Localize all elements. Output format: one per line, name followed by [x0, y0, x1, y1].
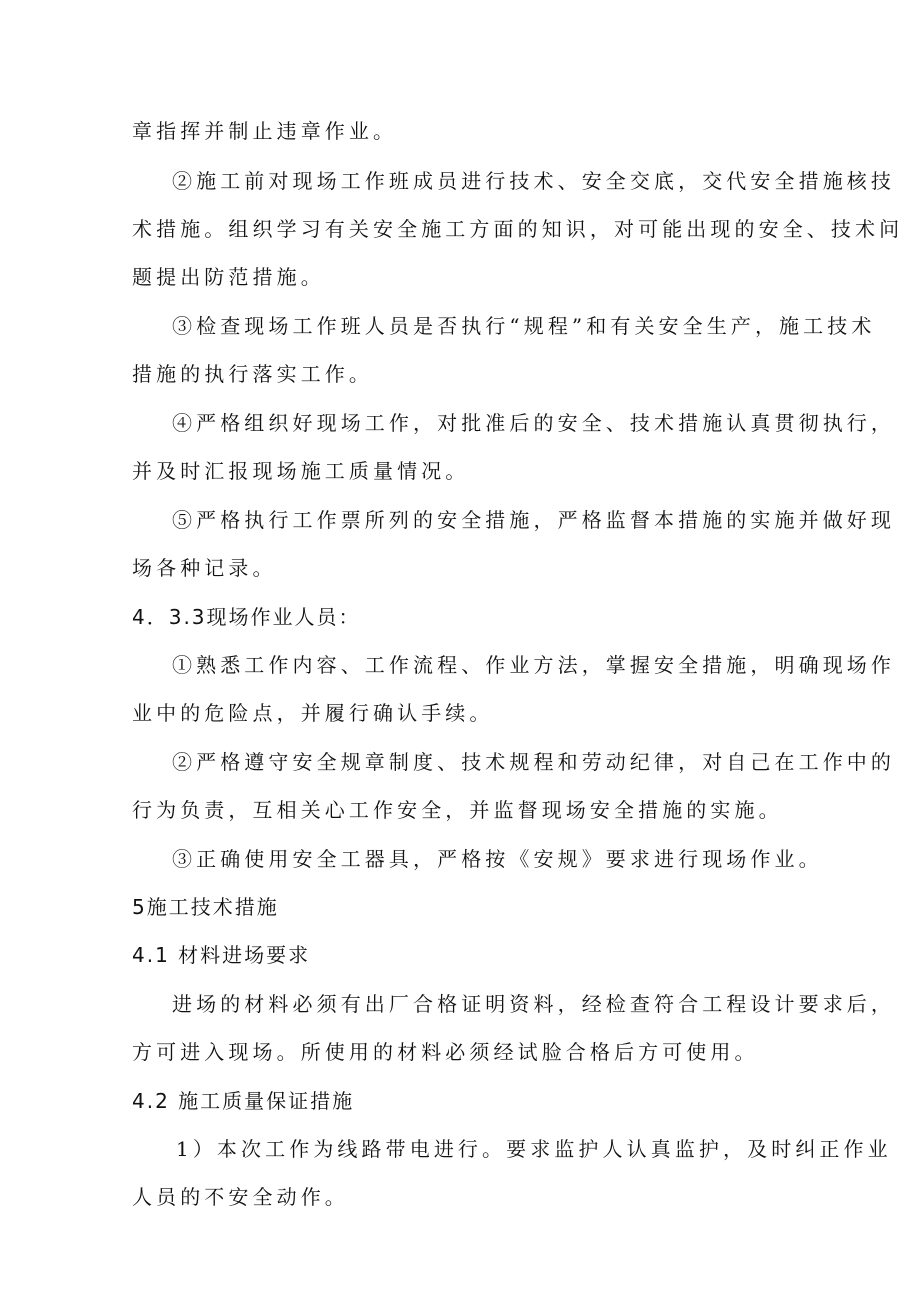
paragraph-line: 方可进入现场。所使用的材料必须经试脸合格后方可使用。: [132, 1040, 759, 1064]
paragraph-line: 进场的材料必须有出厂合格证明资料，经检查符合工程设计要求后，: [172, 992, 895, 1016]
section-heading: 4.2 施工质量保证措施: [132, 1089, 355, 1113]
paragraph-line: ④严格组织好现场工作，对批准后的安全、技术措施认真贯彻执行，: [172, 411, 895, 435]
paragraph-line: 章指挥并制止违章作业。: [132, 119, 398, 143]
paragraph-line: ⑤严格执行工作票所列的安全措施，严格监督本措施的实施并做好现: [172, 508, 895, 532]
section-heading: 5施工技术措施: [132, 895, 279, 919]
paragraph-line: ①熟悉工作内容、工作流程、作业方法，掌握安全措施，明确现场作: [172, 653, 895, 677]
paragraph-line: 1）本次工作为线路带电进行。要求监护人认真监护，及时纠正作业: [176, 1137, 892, 1161]
paragraph-line: 并及时汇报现场施工质量情况。: [132, 459, 470, 483]
paragraph-line: 题提出防范措施。: [132, 265, 325, 289]
paragraph-line: ③检查现场工作班人员是否执行“规程”和有关安全生产，施工技术: [172, 314, 876, 338]
paragraph-line: 术措施。组织学习有关安全施工方面的知识，对可能出现的安全、技术问: [132, 217, 904, 241]
paragraph-line: 场各种记录。: [132, 556, 277, 580]
section-heading: 4.1 材料进场要求: [132, 943, 311, 967]
paragraph-line: ②严格遵守安全规章制度、技术规程和劳动纪律，对自己在工作中的: [172, 750, 895, 774]
paragraph-line: ③正确使用安全工器具，严格按《安规》要求进行现场作业。: [172, 847, 823, 871]
paragraph-line: ②施工前对现场工作班成员进行技术、安全交底，交代安全措施核技: [172, 169, 895, 193]
section-heading: 4．3.3现场作业人员：: [132, 605, 361, 629]
paragraph-line: 人员的不安全动作。: [132, 1185, 349, 1209]
paragraph-line: 业中的危险点，并履行确认手续。: [132, 701, 494, 725]
paragraph-line: 措施的执行落实工作。: [132, 362, 373, 386]
paragraph-line: 行为负责，互相关心工作安全，并监督现场安全措施的实施。: [132, 798, 783, 822]
